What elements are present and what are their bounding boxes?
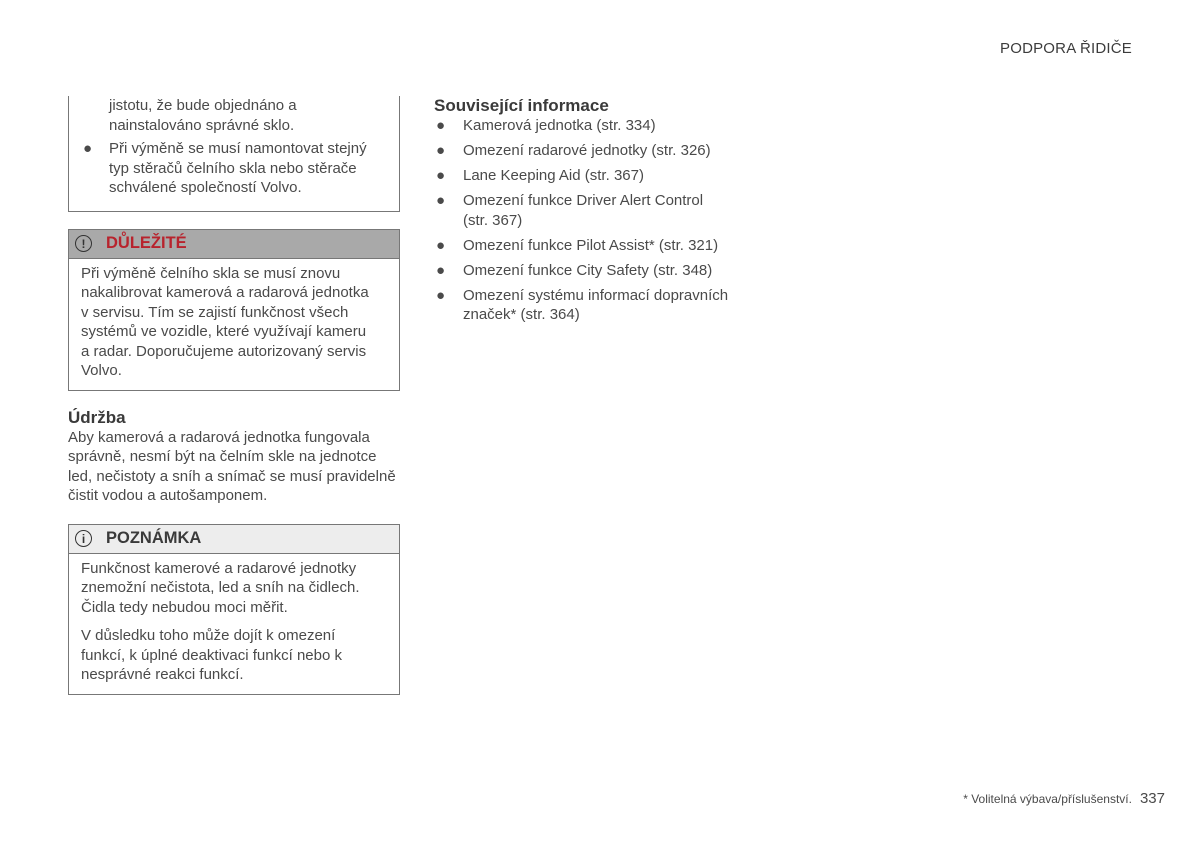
related-link[interactable]: ● Omezení radarové jednotky (str. 326) <box>436 142 711 159</box>
related-link[interactable]: ● Omezení funkce Pilot Assist* (str. 321) <box>436 236 719 254</box>
bullet-icon: ● <box>83 140 93 157</box>
maintenance-section <box>68 408 400 506</box>
related-heading: Související informace <box>434 96 609 115</box>
right-column <box>434 96 764 330</box>
maintenance-text: Aby kamerová a radarová jednotka fungovala správně, nesmí být na čelním skle na jednotce led, nečistoty a sníh a snímač se musí pravidelně čistit vodou a autošamponem. <box>68 428 396 504</box>
left-column <box>68 96 400 695</box>
related-link[interactable]: ● Omezení funkce Driver Alert Control (str. 367) <box>436 192 704 229</box>
note-box-header <box>69 525 399 554</box>
important-title: DŮLEŽITÉ <box>106 234 187 252</box>
continued-list <box>79 139 389 198</box>
info-circle-icon: i <box>75 530 92 547</box>
note-box <box>68 524 400 695</box>
note-paragraph: Funkčnost kamerové a radarové jednotky znemožní nečistota, led a sníh na čidlech. Čidla tedy nebudou moci měřit. <box>81 559 360 616</box>
section-header: PODPORA ŘIDIČE <box>1000 40 1132 57</box>
continued-box <box>68 96 400 212</box>
exclamation-circle-icon: ! <box>75 235 92 252</box>
note-body <box>69 554 399 694</box>
bullet-icon: ● <box>436 261 446 279</box>
maintenance-heading: Údržba <box>68 407 126 427</box>
related-link[interactable]: ● Omezení systému informací dopravních značek* (str. 364) <box>436 286 729 323</box>
related-link[interactable]: ● Lane Keeping Aid (str. 367) <box>436 167 644 184</box>
note-paragraph: V důsledku toho může dojít k omezení funkcí, k úplné deaktivaci funkcí nebo k nesprávné reakci funkcí. <box>81 627 342 683</box>
bullet-icon: ● <box>436 236 446 254</box>
list-item: ● Při výměně se musí namontovat stejný typ stěračů čelního skla nebo stěrače schválené společností Volvo. <box>83 140 367 196</box>
page-footer <box>963 790 1165 807</box>
important-body <box>69 259 399 390</box>
bullet-icon: ● <box>436 167 446 184</box>
bullet-icon: ● <box>436 192 446 209</box>
bullet-icon: ● <box>436 286 446 304</box>
page-number: 337 <box>1139 790 1165 807</box>
continued-text: jistotu, že bude objednáno a nainstalováno správné sklo. <box>109 97 297 134</box>
related-link[interactable]: ● Omezení funkce City Safety (str. 348) <box>436 261 713 279</box>
important-box-header <box>69 230 399 259</box>
note-title: POZNÁMKA <box>106 529 202 547</box>
related-link[interactable]: ● Kamerová jednotka (str. 334) <box>436 117 656 134</box>
important-box <box>68 229 400 391</box>
footnote: * Volitelná výbava/příslušenství. <box>963 792 1132 806</box>
important-text: Při výměně čelního skla se musí znovu nakalibrovat kamerová a radarová jednotka v servisu. Tím se zajistí funkčnost všech systémů ve vozidle, které využívají kameru a radar. Doporučujeme autorizovaný servis Volvo. <box>81 264 369 379</box>
bullet-icon: ● <box>436 142 446 159</box>
related-list <box>434 116 764 325</box>
bullet-icon: ● <box>436 117 446 134</box>
